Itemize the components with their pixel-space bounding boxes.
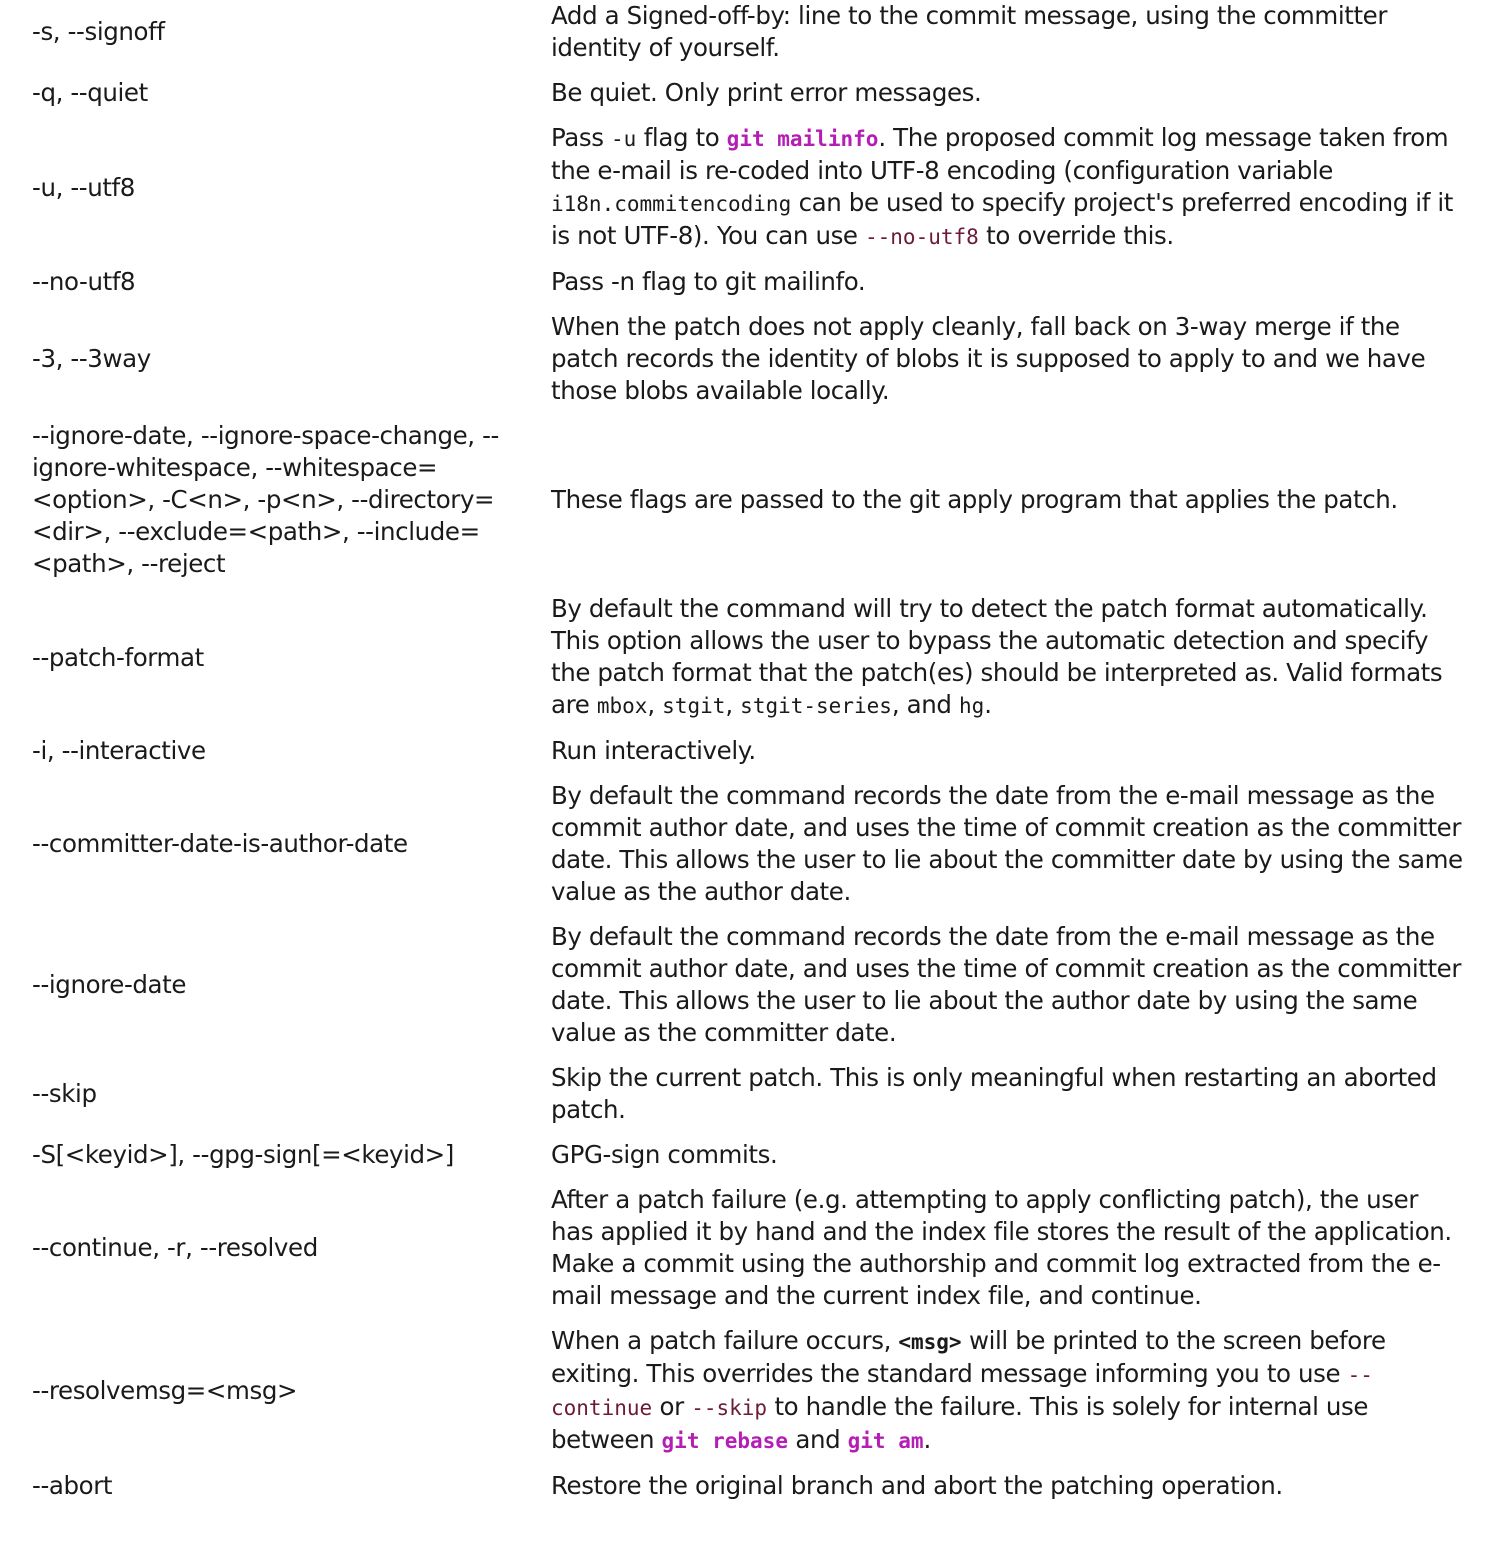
inline-code: i18n.commitencoding [551, 192, 792, 216]
option-row-apply-flags [20, 420, 1476, 593]
option-row-abort [20, 1470, 1476, 1515]
option-row-skip [20, 1062, 1476, 1139]
option-name: --continue, -r, --resolved [32, 1233, 318, 1262]
inline-code: -u [611, 127, 637, 151]
option-name: -q, --quiet [32, 78, 148, 107]
option-description: By default the command records the date from the e-mail message as the commit author date, and uses the time of commit creation as the committer date. This allows the user to lie about the author date by using the same value as the committer date. [551, 922, 1461, 1047]
option-description: GPG-sign commits. [551, 1140, 778, 1169]
option-description: By default the command will try to detect the patch format automatically. This option allows the user to bypass the automatic detection and specify the patch format that the patch(es) should be interpreted as. Valid formats are mbox, stgit, stgit-series, and hg. [551, 594, 1443, 719]
option-name: --ignore-date [32, 970, 187, 999]
option-description: Restore the original branch and abort the patching operation. [551, 1471, 1283, 1500]
option-row-utf8 [20, 122, 1476, 266]
inline-code: mbox [596, 694, 648, 718]
option-name: -i, --interactive [32, 736, 206, 765]
flag-reference: --skip [691, 1396, 768, 1420]
option-row-continue [20, 1184, 1476, 1325]
option-description: These flags are passed to the git apply program that applies the patch. [551, 485, 1398, 514]
option-description: After a patch failure (e.g. attempting to apply conflicting patch), the user has applied it by hand and the index file stores the result of the application. Make a commit using the authorship and commit log extracted from the e-mail message and the current index file, and continue. [551, 1185, 1452, 1310]
option-row-gpg-sign [20, 1139, 1476, 1184]
inline-code: hg [958, 694, 985, 718]
option-row-quiet [20, 77, 1476, 122]
option-name: --ignore-date, --ignore-space-change, --ignore-whitespace, --whitespace=<option>, -C<n>, -p<n>, --directory=<dir>, --exclude=<path>, --include=<path>, --reject [32, 421, 499, 578]
option-row-no-utf8 [20, 266, 1476, 311]
option-name: --skip [32, 1079, 97, 1108]
option-name: --abort [32, 1471, 113, 1500]
option-row-resolvemsg [20, 1325, 1476, 1470]
flag-reference: --no-utf8 [865, 225, 979, 249]
option-name: --resolvemsg=<msg> [32, 1376, 298, 1405]
option-row-committer-date [20, 780, 1476, 921]
option-description: Be quiet. Only print error messages. [551, 78, 982, 107]
option-name: -s, --signoff [32, 17, 165, 46]
command-link[interactable]: git am [847, 1429, 924, 1453]
option-row-ignore-date [20, 921, 1476, 1062]
option-row-patch-format [20, 593, 1476, 735]
option-description: By default the command records the date from the e-mail message as the commit author date, and uses the time of commit creation as the committer date. This allows the user to lie about the committer date by using the same value as the author date. [551, 781, 1463, 906]
flag-reference: --continue [551, 1363, 1373, 1420]
option-description: Skip the current patch. This is only meaningful when restarting an aborted patch. [551, 1063, 1437, 1124]
option-description: Add a Signed-off-by: line to the commit message, using the committer identity of yourself. [551, 1, 1388, 62]
option-name: --no-utf8 [32, 267, 136, 296]
option-row-3way [20, 311, 1476, 420]
option-description: Pass -u flag to git mailinfo. The proposed commit log message taken from the e-mail is re-coded into UTF-8 encoding (configuration variable i18n.commitencoding can be used to specify project's preferred encoding if it is not UTF-8). You can use --no-utf8 to override this. [551, 123, 1453, 250]
option-description: Pass -n flag to git mailinfo. [551, 267, 866, 296]
command-link[interactable]: git rebase [661, 1429, 788, 1453]
option-name: -u, --utf8 [32, 172, 135, 202]
option-row-interactive [20, 735, 1476, 780]
option-row-signoff [20, 0, 1476, 77]
option-name: -S[<keyid>], --gpg-sign[=<keyid>] [32, 1140, 454, 1169]
command-link[interactable]: git mailinfo [726, 127, 879, 151]
option-name: -3, --3way [32, 344, 151, 373]
option-description: When the patch does not apply cleanly, fall back on 3-way merge if the patch records the identity of blobs it is supposed to apply to and we have those blobs available locally. [551, 312, 1426, 405]
option-description: Run interactively. [551, 736, 756, 765]
inline-code: <msg> [898, 1330, 962, 1354]
option-description: When a patch failure occurs, <msg> will be printed to the screen before exiting. This overrides the standard message informing you to use --continue or --skip to handle the failure. This is solely for internal use between git rebase and git am. [551, 1326, 1386, 1454]
inline-code: stgit-series [740, 694, 892, 718]
options-table [20, 0, 1476, 1515]
option-name: --committer-date-is-author-date [32, 829, 408, 858]
option-name: --patch-format [32, 642, 204, 672]
inline-code: stgit [662, 694, 726, 718]
